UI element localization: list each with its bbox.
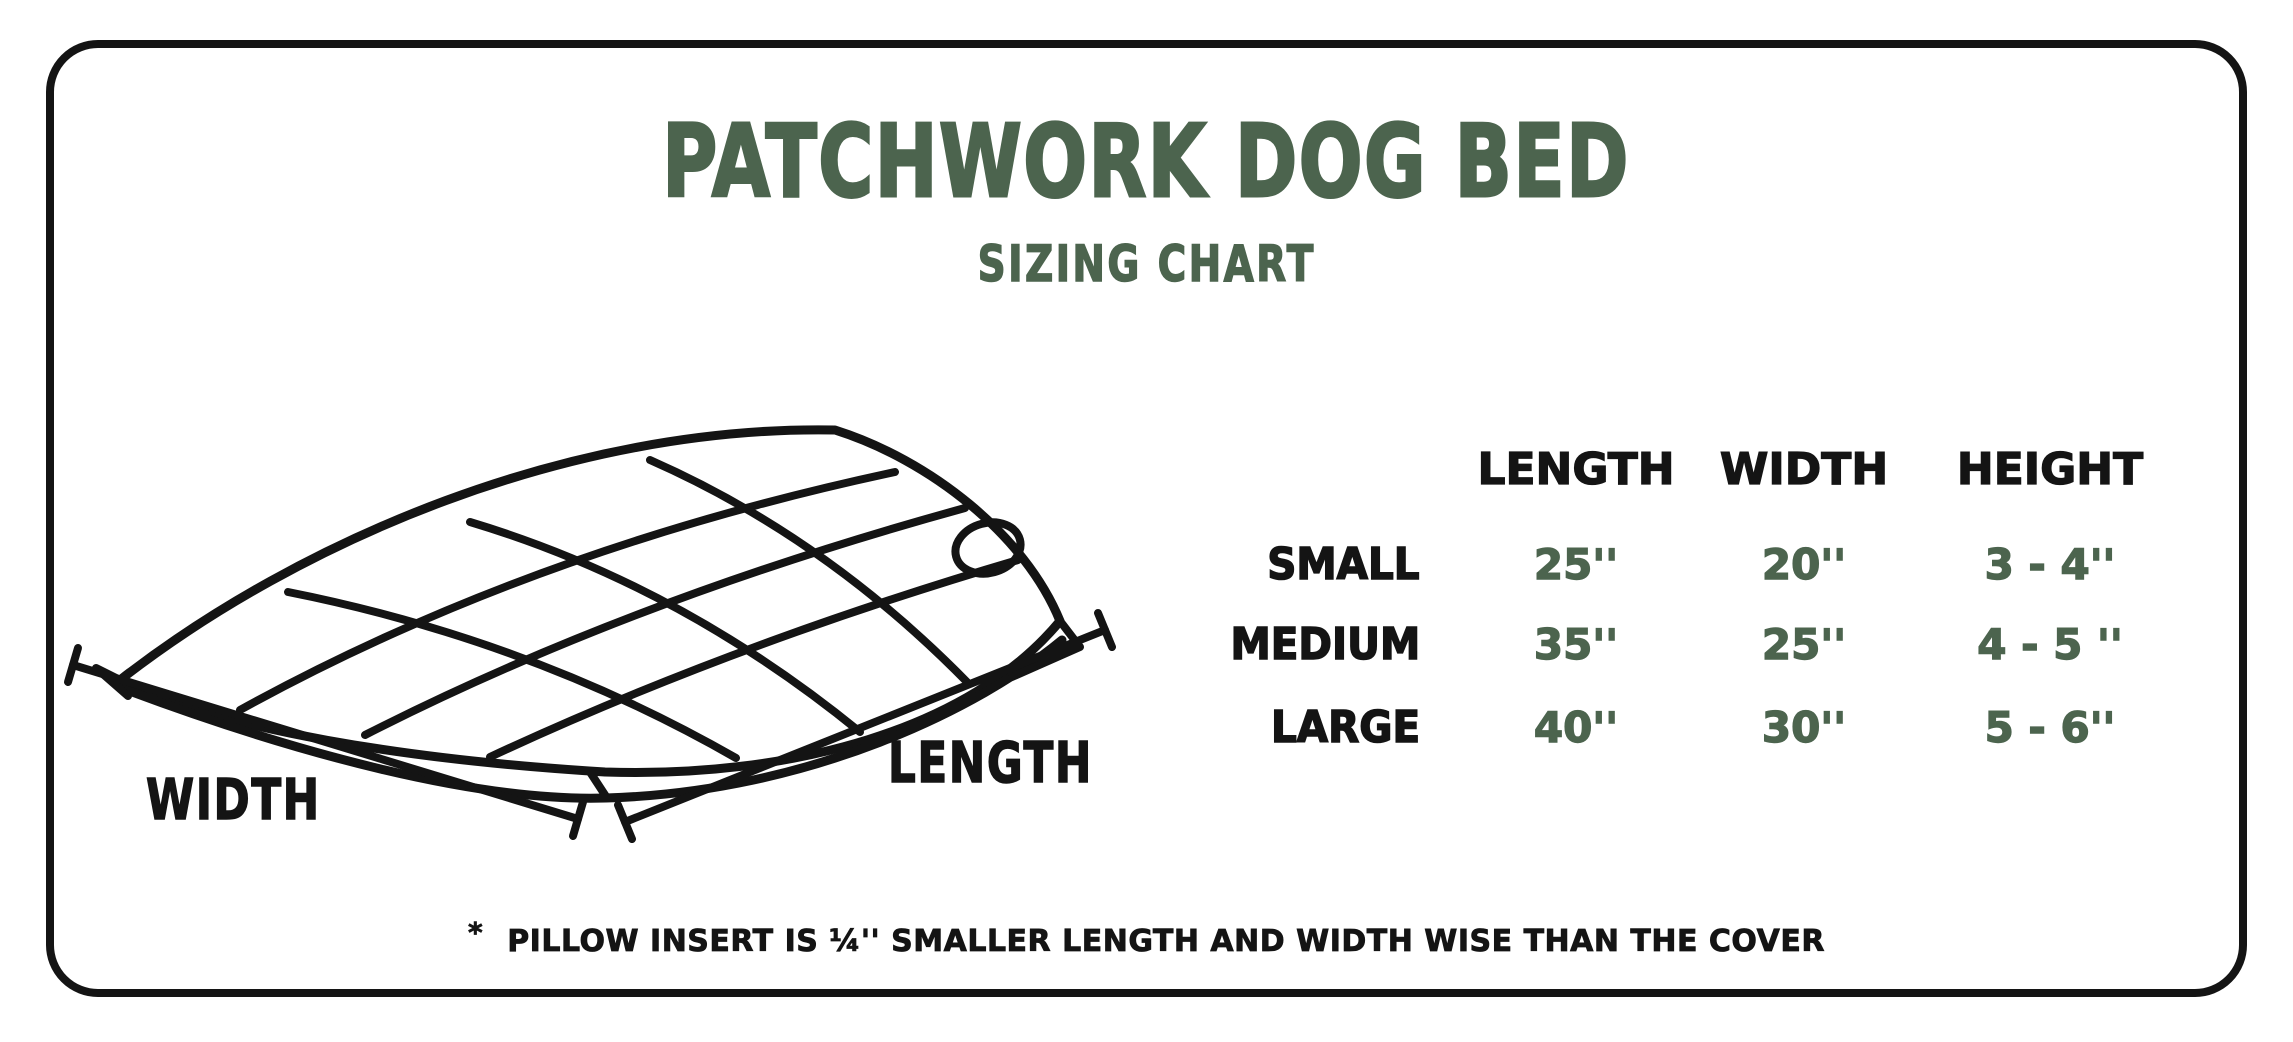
table-row-medium [1230, 604, 2214, 684]
page-subtitle-text: SIZING CHART [977, 235, 1316, 293]
small-width-value: 20'' [1761, 539, 1847, 589]
row-label-small-text: SMALL [1267, 538, 1420, 590]
page-title [0, 103, 2293, 220]
row-label-large-text: LARGE [1270, 701, 1420, 753]
table-row-small [1230, 524, 2214, 604]
column-header-width: WIDTH [1719, 443, 1889, 495]
dog-bed-illustration [50, 400, 1180, 880]
medium-length-value: 35'' [1533, 619, 1619, 669]
row-label-small [1230, 539, 1430, 590]
row-label-medium-text: MEDIUM [1230, 618, 1420, 670]
row-label-medium [1230, 619, 1430, 670]
column-header-length: LENGTH [1477, 443, 1675, 495]
large-height-value: 5 - 6'' [1984, 702, 2116, 752]
size-table-header-row [1230, 430, 2214, 508]
small-length-value: 25'' [1533, 539, 1619, 589]
large-length-value: 40'' [1533, 702, 1619, 752]
medium-width-value: 25'' [1761, 619, 1847, 669]
table-row-large [1230, 687, 2214, 767]
quilt-seam-icon [288, 592, 736, 758]
footnote [0, 916, 2293, 964]
footnote-asterisk: * [468, 916, 484, 949]
small-height-value: 3 - 4'' [1984, 539, 2116, 589]
quilt-seam-icon [365, 508, 965, 735]
footnote-text: PILLOW INSERT IS ¼'' SMALLER LENGTH AND WIDTH WISE THAN THE COVER [507, 924, 1825, 959]
medium-height-value: 4 - 5 '' [1977, 619, 2123, 669]
row-label-large [1230, 702, 1430, 753]
width-dimension-tick [68, 648, 78, 682]
width-dimension-tick [573, 802, 583, 836]
length-dimension-label: LENGTH [888, 729, 1093, 796]
page-subtitle [0, 235, 2293, 293]
large-width-value: 30'' [1761, 702, 1847, 752]
column-header-height: HEIGHT [1956, 443, 2144, 495]
size-table [1230, 430, 2214, 767]
page-title-text: PATCHWORK DOG BED [662, 103, 1631, 220]
width-dimension-label: WIDTH [146, 766, 321, 833]
